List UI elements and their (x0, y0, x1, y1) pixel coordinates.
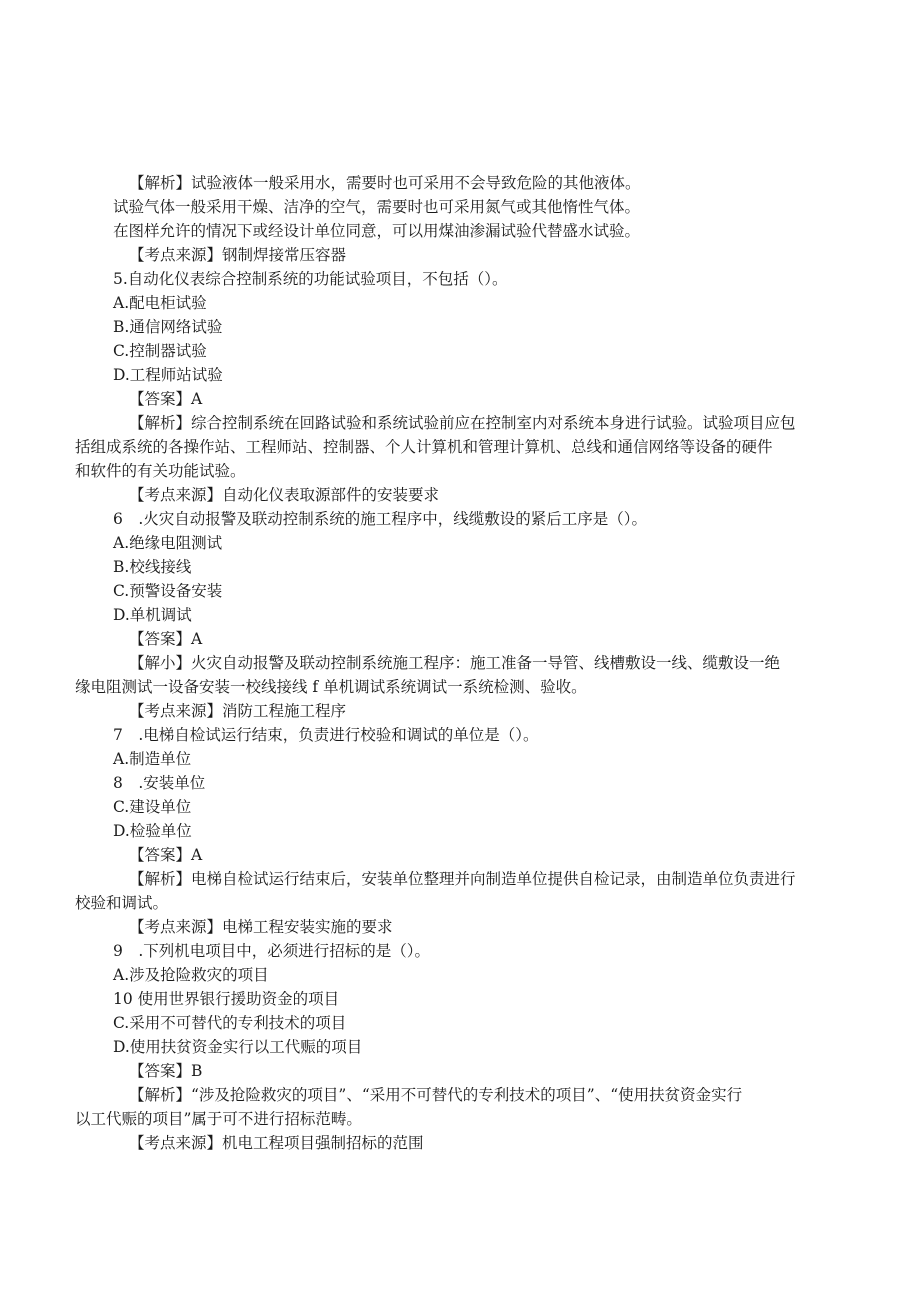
question-line: 5.自动化仪表综合控制系统的功能试验项目，不包括（）。 (113, 270, 508, 288)
explanation-line: 【解析】“涉及抢险救灾的项目”、“采用不可替代的专利技术的项目”、“使用扶贫资金实行 (129, 1086, 743, 1104)
answer-line: 【答案】A (129, 390, 203, 408)
option-line: A.绝缘电阻测试 (113, 534, 223, 552)
explanation-line: 括组成系统的各操作站、工程师站、控制器、个人计算机和管理计算机、总线和通信网络等设备的硬件 (75, 438, 773, 456)
answer-line: 【答案】A (129, 630, 203, 648)
question-line: 7 .电梯自检试运行结束，负责进行校验和调试的单位是（）。 (113, 726, 539, 744)
option-line: A.涉及抢险救灾的项目 (113, 966, 269, 984)
option-line: C.控制器试验 (113, 342, 207, 360)
question-line: 9 .下列机电项目中，必须进行招标的是（）。 (113, 942, 431, 960)
explanation-line: 试验气体一般采用干燥、洁净的空气，需要时也可采用氮气或其他惰性气体。 (113, 198, 641, 216)
question-line: 6 .火灾自动报警及联动控制系统的施工程序中，线缆敷设的紧后工序是（）。 (113, 510, 648, 528)
source-line: 【考点来源】钢制焊接常压容器 (129, 246, 347, 264)
answer-line: 【答案】B (129, 1062, 203, 1080)
explanation-line: 【解析】试验液体一般采用水，需要时也可采用不会导致危险的其他液体。 (129, 174, 641, 192)
explanation-line: 以工代赈的项目”属于可不进行招标范畴。 (75, 1110, 362, 1128)
explanation-line: 和软件的有关功能试验。 (75, 462, 246, 480)
option-line: B.校线接线 (113, 558, 192, 576)
source-line: 【考点来源】自动化仪表取源部件的安装要求 (129, 486, 440, 504)
option-line: C.建设单位 (113, 798, 192, 816)
source-line: 【考点来源】机电工程项目强制招标的范围 (129, 1134, 424, 1152)
option-line: A.配电柜试验 (113, 294, 207, 312)
option-line: C.采用不可替代的专利技术的项目 (113, 1014, 347, 1032)
option-line: D.使用扶贫资金实行以工代赈的项目 (113, 1038, 363, 1056)
explanation-line: 在图样允许的情况下或经设计单位同意，可以用煤油渗漏试验代替盛水试验。 (113, 222, 641, 240)
answer-line: 【答案】A (129, 846, 203, 864)
explanation-line: 【解小】火灾自动报警及联动控制系统施工程序：施工准备一导管、线槽敷设一线、缆敷设一绝 (129, 654, 781, 672)
option-line: 8 .安装单位 (113, 774, 206, 792)
option-line: D.检验单位 (113, 822, 192, 840)
explanation-line: 校验和调试。 (75, 894, 169, 912)
source-line: 【考点来源】电梯工程安装实施的要求 (129, 918, 393, 936)
option-line: D.工程师站试验 (113, 366, 223, 384)
option-line: B.通信网络试验 (113, 318, 223, 336)
explanation-line: 【解析】综合控制系统在回路试验和系统试验前应在控制室内对系统本身进行试验。试验项目应包 (129, 414, 796, 432)
source-line: 【考点来源】消防工程施工程序 (129, 702, 347, 720)
explanation-line: 【解析】电梯自检试运行结束后，安装单位整理并向制造单位提供自检记录，由制造单位负责进行 (129, 870, 796, 888)
option-line: C.预警设备安装 (113, 582, 223, 600)
explanation-line: 缘电阻测试一设备安装一校线接线 f 单机调试系统调试一系统检测、验收。 (75, 678, 587, 696)
option-line: 10 使用世界银行援助资金的项目 (113, 990, 340, 1008)
option-line: D.单机调试 (113, 606, 192, 624)
option-line: A.制造单位 (113, 750, 192, 768)
